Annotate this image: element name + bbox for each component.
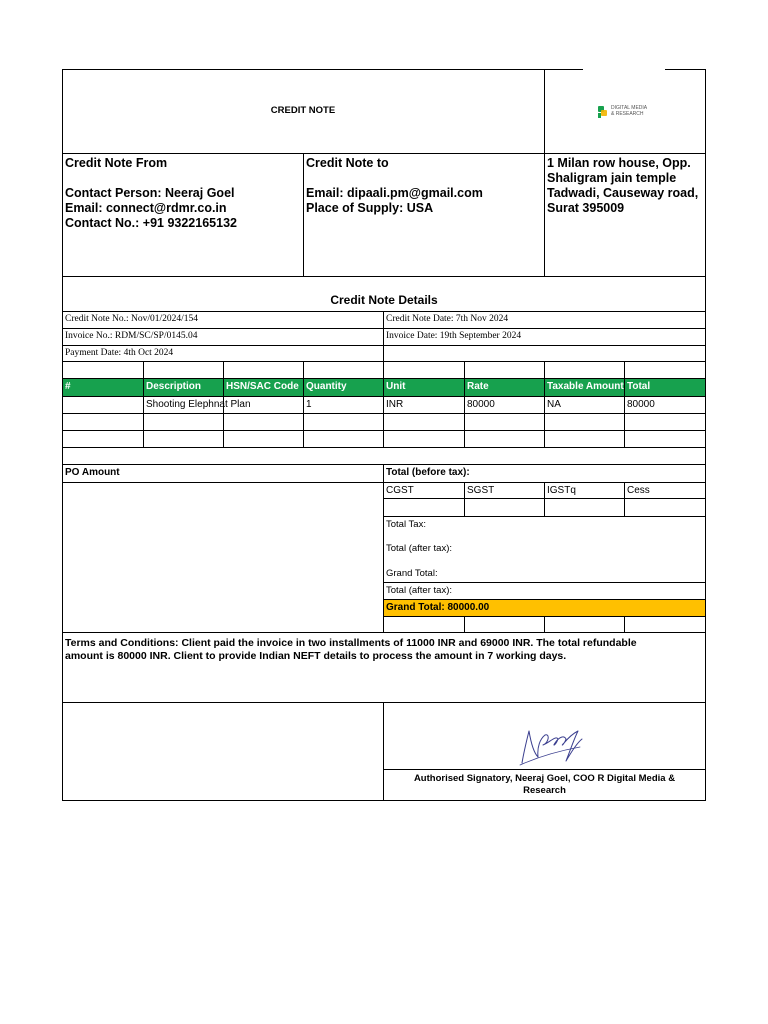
from-contact-person: Contact Person: Neeraj Goel [65, 186, 235, 200]
address-line2: Shaligram jain temple [547, 171, 677, 185]
signatory-line2: Research [523, 785, 566, 796]
border-right [705, 69, 706, 801]
divider [62, 311, 706, 312]
divider [62, 345, 706, 346]
divider [544, 69, 545, 276]
credit-note-no: Credit Note No.: Nov/01/2024/154 [65, 314, 198, 324]
signatory-line1: Authorised Signatory, Neeraj Goel, COO R Digital Media & [413, 773, 676, 784]
divider [62, 447, 706, 448]
logo-text-line2: & RESEARCH [611, 111, 644, 117]
total-after-tax-2: Total (after tax): [386, 585, 452, 596]
from-heading: Credit Note From [65, 156, 168, 170]
divider [464, 482, 465, 516]
invoice-date: Invoice Date: 19th September 2024 [386, 331, 522, 341]
border-bottom [62, 800, 706, 801]
divider [624, 482, 625, 516]
col-header-description: Description [146, 381, 202, 392]
grand-total-highlight: Grand Total: 80000.00 [386, 602, 490, 613]
divider [544, 482, 545, 516]
col-header-taxable-amount: Taxable Amount [547, 381, 624, 392]
item-taxable-amount: NA [547, 399, 561, 410]
divider [464, 361, 465, 447]
divider [383, 516, 705, 517]
divider [624, 361, 625, 447]
item-total: 80000 [627, 399, 655, 410]
divider [62, 153, 706, 154]
item-rate: 80000 [467, 399, 495, 410]
address-line4: Surat 395009 [547, 201, 625, 215]
tax-header-cgst: CGST [386, 485, 414, 496]
payment-date: Payment Date: 4th Oct 2024 [65, 348, 174, 358]
address-line1: 1 Milan row house, Opp. [547, 156, 691, 170]
divider [544, 361, 545, 447]
divider [62, 482, 706, 483]
document-title: CREDIT NOTE [270, 105, 336, 116]
credit-note-sheet [62, 69, 706, 801]
to-heading: Credit Note to [306, 156, 389, 170]
col-header-total: Total [627, 381, 651, 392]
tax-header-sgst: SGST [467, 485, 495, 496]
credit-note-date: Credit Note Date: 7th Nov 2024 [386, 314, 509, 324]
divider [303, 361, 304, 447]
col-header-hsn: HSN/SAC Code [226, 381, 299, 392]
divider [464, 616, 465, 632]
divider [383, 311, 384, 361]
logo-text-line1: DIGITAL MEDIA [611, 105, 648, 111]
divider [62, 632, 706, 633]
item-quantity: 1 [306, 399, 312, 410]
company-logo [597, 105, 648, 124]
grand-total-1: Grand Total: [386, 568, 438, 579]
border-left [62, 69, 63, 801]
divider [62, 464, 706, 465]
divider [62, 378, 706, 379]
from-contact-no: Contact No.: +91 9322165132 [65, 216, 237, 230]
divider [303, 153, 304, 276]
divider [143, 361, 144, 447]
divider [62, 413, 706, 414]
total-after-tax-1: Total (after tax): [386, 543, 452, 554]
divider [383, 361, 384, 447]
logo-mark-icon [597, 105, 609, 119]
col-header-quantity: Quantity [306, 381, 347, 392]
handwritten-signature [514, 717, 586, 767]
total-before-tax: Total (before tax): [386, 467, 470, 478]
divider [62, 430, 706, 431]
divider [62, 276, 706, 277]
divider [383, 582, 705, 583]
to-email: Email: dipaali.pm@gmail.com [306, 186, 483, 200]
divider [62, 396, 706, 397]
address-line3: Tadwadi, Causeway road, [547, 186, 699, 200]
from-email: Email: connect@rdmr.co.in [65, 201, 227, 215]
invoice-no: Invoice No.: RDM/SC/SP/0145.04 [65, 331, 198, 341]
to-place-of-supply: Place of Supply: USA [306, 201, 434, 215]
divider [62, 328, 706, 329]
col-header-unit: Unit [386, 381, 406, 392]
terms-line2: amount is 80000 INR. Client to provide Indian NEFT details to process the amount in 7 working days. [65, 650, 567, 662]
details-title: Credit Note Details [330, 293, 438, 307]
col-header-rate: Rate [467, 381, 489, 392]
tax-header-cess: Cess [627, 485, 650, 496]
item-unit: INR [386, 399, 404, 410]
tax-header-igst: IGSTq [547, 485, 576, 496]
divider [544, 616, 545, 632]
divider [624, 616, 625, 632]
divider [383, 769, 705, 770]
total-tax: Total Tax: [386, 519, 426, 530]
divider [62, 702, 706, 703]
po-amount-label: PO Amount [65, 467, 120, 478]
col-header-number: # [65, 381, 71, 392]
item-description: Shooting Elephnat Plan [146, 399, 251, 410]
terms-line1: Terms and Conditions: Client paid the invoice in two installments of 11000 INR and 69000 INR. The total refundable [65, 637, 637, 649]
divider [62, 361, 706, 362]
